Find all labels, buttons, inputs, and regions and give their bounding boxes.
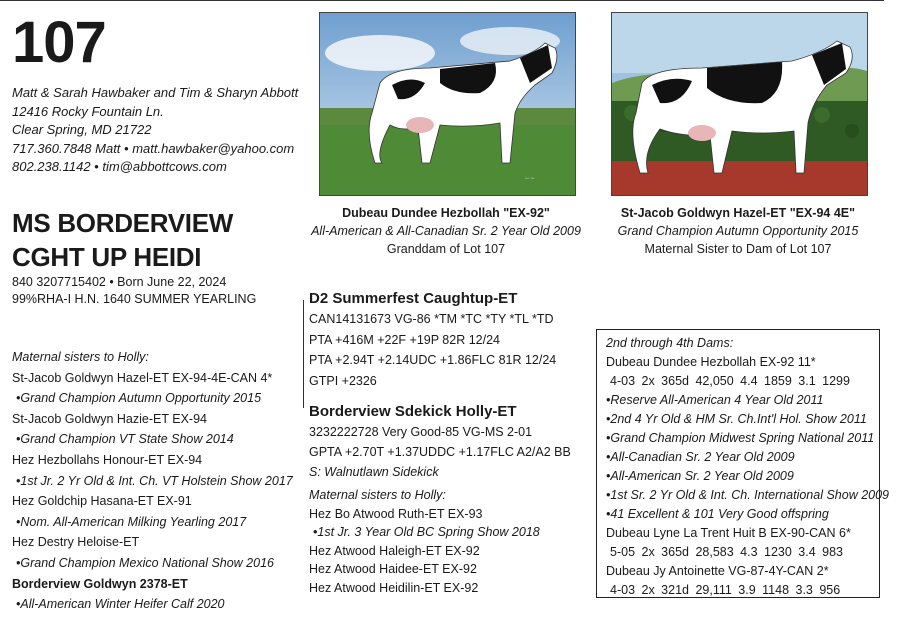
sister-name: Hez Bo Atwood Ruth-ET EX-93: [309, 506, 483, 521]
sister-note: •Grand Champion Mexico National Show 2016: [16, 555, 274, 570]
sister-note: •Grand Champion Autumn Opportunity 2015: [16, 391, 262, 406]
sister-name: Hez Atwood Heidilin-ET EX-92: [309, 580, 479, 595]
sister-note: •Grand Champion VT State Show 2014: [16, 432, 234, 447]
dam2-record: 4-03 2x 365d 42,050 4.4 1859 3.1 1299: [610, 374, 850, 388]
sire-line: PTA +2.94T +2.14UDC +1.86FLC 81R 12/24: [309, 353, 557, 368]
dam2-note: •Grand Champion Midwest Spring National 2011: [606, 431, 875, 445]
caption-granddam: [300, 204, 592, 258]
pedigree-bracket: [303, 300, 304, 408]
sister-name: Borderview Goldwyn 2378-ET: [12, 576, 188, 591]
sister-note: •All-American Winter Heifer Calf 2020: [16, 597, 225, 612]
animal-name-line2: CGHT UP HEIDI: [12, 242, 202, 272]
sister-name: St-Jacob Goldwyn Hazie-ET EX-94: [12, 411, 207, 426]
dam2-note: •All-Canadian Sr. 2 Year Old 2009: [606, 450, 795, 464]
dam4-record: 4-03 2x 321d 29,111 3.9 1148 3.3 956: [610, 583, 841, 597]
sire-line: GTPI +2326: [309, 373, 377, 388]
dam-line: GPTA +2.70T +1.37UDDC +1.17FLC A2/A2 BB: [309, 445, 571, 459]
sister-name: Hez Goldchip Hasana-ET EX-91: [12, 494, 192, 509]
sire-line: CAN14131673 VG-86 *TM *TC *TY *TL *TD: [309, 312, 554, 326]
sister-note: •1st Jr. 2 Yr Old & Int. Ch. VT Holstein Show 2017: [16, 473, 293, 488]
animal-id-line: 840 3207715402 • Born June 22, 2024: [12, 275, 227, 289]
sire-name: D2 Summerfest Caughtup-ET: [309, 290, 518, 307]
consignor-contact-2: 802.238.1142 • tim@abbottcows.com: [12, 159, 227, 174]
sire-block: [309, 289, 556, 391]
consignor-address-city: Clear Spring, MD 21722: [12, 122, 152, 137]
animal-name: [12, 206, 233, 274]
maternal-sisters-mid: [309, 486, 540, 598]
animal-ids: [12, 274, 256, 308]
dam-block: [309, 402, 571, 482]
maternal-sisters-heading: Maternal sisters to Holly:: [309, 488, 446, 502]
lot-number: 107: [12, 10, 106, 75]
dam2-name: Dubeau Dundee Hezbollah EX-92 11*: [606, 355, 816, 369]
consignor-block: [12, 84, 298, 177]
sister-name: St-Jacob Goldwyn Hazel-ET EX-94-4E-CAN 4*: [12, 370, 273, 385]
consignor-contact-1: 717.360.7848 Matt • matt.hawbaker@yahoo.com: [12, 140, 295, 156]
dam-name: Borderview Sdekick Holly-ET: [309, 403, 517, 420]
top-rule: [0, 0, 884, 1]
sister-name: Hez Hezbollahs Honour-ET EX-94: [12, 452, 203, 467]
dam2-note: •41 Excellent & 101 Very Good offspring: [606, 507, 829, 521]
dam2-note: •All-American Sr. 2 Year Old 2009: [606, 469, 794, 483]
caption-line3: Maternal Sister to Dam of Lot 107: [644, 242, 832, 256]
cow-photo-illustration: [612, 13, 867, 195]
dams-heading: 2nd through 4th Dams:: [606, 336, 734, 350]
sister-note: •Nom. All-American Milking Yearling 2017: [16, 514, 247, 529]
caption-line2: Grand Champion Autumn Opportunity 2015: [617, 224, 859, 238]
dam-line: 3232222728 Very Good-85 VG-MS 2-01: [309, 425, 533, 439]
animal-info-line: 99%RHA-I H.N. 1640 SUMMER YEARLING: [12, 292, 257, 306]
sister-name: Hez Atwood Haleigh-ET EX-92: [309, 543, 480, 558]
dams-content: [606, 334, 889, 600]
photo-granddam: [319, 12, 576, 196]
photo-maternal-sister: [611, 12, 868, 196]
consignor-address-street: 12416 Rocky Fountain Ln.: [12, 103, 164, 119]
dam4-name: Dubeau Jy Antoinette VG-87-4Y-CAN 2*: [606, 564, 829, 578]
sister-note: •1st Jr. 3 Year Old BC Spring Show 2018: [313, 525, 540, 540]
sister-name: Hez Atwood Haidee-ET EX-92: [309, 562, 477, 577]
maternal-sisters-heading: Maternal sisters to Holly:: [12, 350, 149, 364]
dam2-note: •Reserve All-American 4 Year Old 2011: [606, 393, 824, 407]
caption-line2: All-American & All-Canadian Sr. 2 Year Old 2009: [311, 224, 581, 238]
caption-maternal-sister: [592, 204, 884, 258]
dam3-record: 5-05 2x 365d 28,583 4.3 1230 3.4 983: [610, 545, 843, 559]
photo-signature: ~ ~: [525, 175, 535, 183]
caption-title: Dubeau Dundee Hezbollah "EX-92": [342, 206, 550, 220]
sister-name: Hez Destry Heloise-ET: [12, 535, 140, 550]
caption-line3: Granddam of Lot 107: [386, 242, 506, 256]
sire-line: PTA +416M +22F +19P 82R 12/24: [309, 332, 500, 347]
dam-sire-line: S: Walnutlawn Sidekick: [309, 465, 439, 479]
consignor-names: Matt & Sarah Hawbaker and Tim & Sharyn Abbott: [12, 85, 299, 100]
dam3-name: Dubeau Lyne La Trent Huit B EX-90-CAN 6*: [606, 526, 851, 540]
cow-photo-illustration: [320, 13, 575, 195]
dam2-note: •2nd 4 Yr Old & HM Sr. Ch.Int'l Hol. Show 2011: [606, 412, 867, 426]
maternal-sisters-left: [12, 347, 293, 615]
caption-title: St-Jacob Goldwyn Hazel-ET "EX-94 4E": [620, 206, 856, 220]
dam2-note: •1st Sr. 2 Yr Old & Int. Ch. International Show 2009: [606, 488, 890, 502]
animal-name-line1: MS BORDERVIEW: [12, 208, 233, 238]
